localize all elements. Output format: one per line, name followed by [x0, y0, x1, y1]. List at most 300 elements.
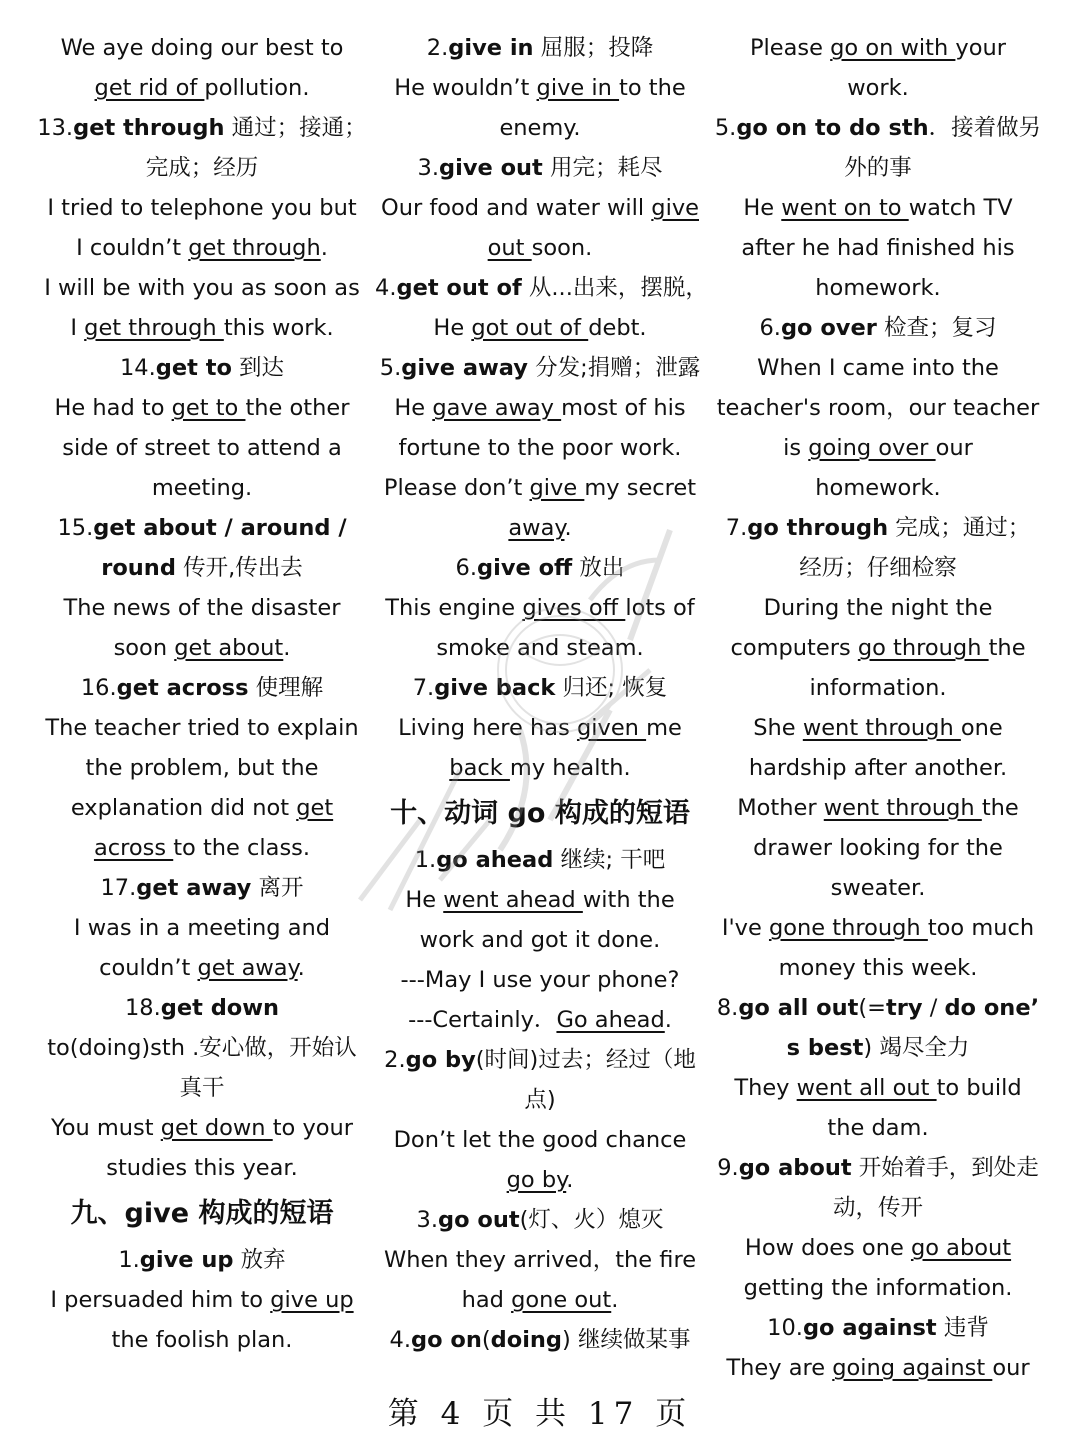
phrase-heading — [375, 1200, 705, 1240]
text-run: 九、give 构成的短语 — [70, 1198, 334, 1229]
text-run: 经历；仔细检察 — [799, 555, 957, 581]
underlined-phrase: away — [508, 515, 565, 541]
example-line — [37, 388, 367, 428]
example-line — [37, 588, 367, 628]
page-footer: 第 4 页 共 17 页 — [387, 1396, 693, 1432]
text-run: . — [564, 515, 572, 541]
phrase-term: go ahead — [436, 847, 554, 873]
text-run: He had to — [54, 395, 172, 421]
text-run: most of his — [561, 395, 686, 421]
example-line — [375, 508, 705, 548]
phrase-heading — [375, 548, 705, 588]
text-run: ---Certainly． — [408, 1007, 557, 1033]
example-line — [713, 1348, 1043, 1388]
phrase-term: go against — [802, 1315, 937, 1341]
text-run: They — [734, 1075, 797, 1101]
phrase-heading — [37, 988, 367, 1028]
underlined-phrase: get about — [174, 635, 284, 661]
example-line — [713, 1068, 1043, 1108]
text-run: enemy. — [499, 115, 581, 141]
phrase-heading — [37, 108, 367, 148]
text-run: couldn’t — [99, 955, 198, 981]
phrase-term: get away — [136, 875, 252, 901]
text-run: ) 竭尽全力 — [863, 1035, 970, 1061]
example-line — [713, 228, 1043, 268]
text-run: When they arrived，the fire — [383, 1247, 697, 1273]
example-line — [375, 628, 705, 668]
phrase-heading — [713, 508, 1043, 548]
underlined-phrase: get down — [160, 1115, 273, 1141]
text-run: I couldn’t — [76, 235, 189, 261]
example-line — [713, 588, 1043, 628]
text-run: hardship after another. — [748, 755, 1008, 781]
example-line — [37, 788, 367, 828]
phrase-heading — [713, 108, 1043, 148]
underlined-phrase: given — [576, 715, 647, 741]
example-line — [375, 428, 705, 468]
underlined-phrase: gave away — [432, 395, 562, 421]
underlined-phrase: get rid of — [94, 75, 205, 101]
phrase-term: give away — [401, 355, 528, 381]
section-heading — [375, 790, 705, 838]
text-run: He — [405, 887, 444, 913]
example-line — [375, 388, 705, 428]
example-line — [375, 108, 705, 148]
underlined-phrase: go through — [857, 635, 989, 661]
text-run: is — [783, 435, 809, 461]
example-line — [375, 1280, 705, 1320]
text-run: . — [566, 1167, 574, 1193]
text-run: meeting. — [151, 475, 253, 501]
example-line — [37, 948, 367, 988]
column-right — [713, 28, 1043, 1388]
text-run: How does one — [744, 1235, 911, 1261]
text-run: Living here has — [398, 715, 577, 741]
example-line — [713, 628, 1043, 668]
underlined-phrase: went through — [823, 795, 982, 821]
example-line — [37, 1108, 367, 1148]
text-run: . — [297, 955, 305, 981]
phrase-term: get about / around / — [93, 515, 347, 541]
text-run: 通过；接通； — [224, 115, 367, 141]
example-line — [375, 960, 705, 1000]
underlined-phrase: get through — [84, 315, 224, 341]
text-run: 10. — [767, 1315, 803, 1341]
example-line — [37, 708, 367, 748]
text-run: 5. — [714, 115, 737, 141]
example-line — [375, 1080, 705, 1120]
text-run: the — [981, 795, 1019, 821]
phrase-heading — [375, 348, 705, 388]
underlined-phrase: across — [93, 835, 174, 861]
text-run: 完成；经历 — [145, 155, 259, 181]
text-run: our — [935, 435, 973, 461]
underlined-phrase: going over — [808, 435, 936, 461]
text-run: 用完；耗尽 — [542, 155, 663, 181]
text-run: the foolish plan. — [111, 1327, 293, 1353]
text-run: I tried to telephone you but — [47, 195, 357, 221]
text-run: 1. — [118, 1247, 140, 1273]
example-line — [713, 1228, 1043, 1268]
phrase-term: go over — [780, 315, 877, 341]
text-run: 6. — [455, 555, 478, 581]
phrase-heading — [713, 1148, 1043, 1188]
example-line — [375, 708, 705, 748]
example-line — [37, 1028, 367, 1068]
text-run: 继续; 干吧 — [553, 847, 666, 873]
phrase-heading — [375, 268, 708, 308]
example-line — [37, 908, 367, 948]
text-run: lots of — [625, 595, 695, 621]
text-run: our — [992, 1355, 1030, 1381]
underlined-phrase: give up — [270, 1287, 354, 1313]
underlined-phrase: Go ahead — [556, 1007, 665, 1033]
example-line — [713, 428, 1043, 468]
example-line — [375, 1120, 705, 1160]
example-line — [37, 1148, 367, 1188]
text-run: I — [70, 315, 85, 341]
example-line — [37, 268, 367, 308]
example-line — [713, 188, 1043, 228]
example-line — [375, 468, 705, 508]
phrase-term: round — [101, 555, 176, 581]
underlined-phrase: get to — [171, 395, 246, 421]
text-run: sweater. — [830, 875, 926, 901]
example-line — [37, 1280, 367, 1320]
text-run: . — [611, 1287, 619, 1313]
phrase-heading — [37, 548, 367, 588]
text-run: 开始着手，到处走 — [851, 1155, 1039, 1181]
example-line — [37, 228, 367, 268]
example-line — [713, 908, 1043, 948]
example-line — [375, 68, 705, 108]
example-line — [713, 468, 1043, 508]
text-run: Please don’t — [383, 475, 530, 501]
text-run: 8. — [716, 995, 739, 1021]
underlined-phrase: went ahead — [443, 887, 583, 913]
phrase-term: go on to do sth — [736, 115, 929, 141]
example-line — [37, 68, 367, 108]
text-run: I persuaded him to — [50, 1287, 271, 1313]
example-line — [37, 308, 367, 348]
text-run: (时间)过去；经过（地 — [475, 1047, 696, 1073]
text-run: computers — [730, 635, 858, 661]
phrase-term: doing — [490, 1327, 563, 1353]
underlined-phrase: out — [487, 235, 532, 261]
text-run: after he had finished his — [741, 235, 1015, 261]
text-run: 离开 — [251, 875, 304, 901]
text-run: 7. — [412, 675, 435, 701]
underlined-phrase: give in — [536, 75, 620, 101]
text-run: teacher's room，our teacher — [716, 395, 1040, 421]
text-run: smoke and steam. — [436, 635, 644, 661]
phrase-heading — [713, 1028, 1043, 1068]
example-line — [375, 188, 705, 228]
underlined-phrase: gone through — [768, 915, 928, 941]
text-run: Please — [749, 35, 831, 61]
phrase-term: give back — [434, 675, 556, 701]
phrase-term: give in — [448, 35, 534, 61]
text-run: 从...出来，摆脱， — [521, 275, 708, 301]
example-line — [375, 228, 705, 268]
phrase-heading — [713, 1308, 1043, 1348]
text-run: 9. — [717, 1155, 739, 1181]
phrase-term: do one’ — [944, 995, 1040, 1021]
phrase-heading — [713, 308, 1043, 348]
example-line — [375, 1160, 705, 1200]
text-run: He wouldn’t — [394, 75, 537, 101]
text-run: We aye doing our best to — [60, 35, 344, 61]
text-run: 7. — [725, 515, 748, 541]
text-run: This engine — [385, 595, 523, 621]
phrase-heading — [375, 1040, 705, 1080]
text-run: They are — [726, 1355, 833, 1381]
phrase-term: try — [886, 995, 923, 1021]
text-run: 屈服；投降 — [533, 35, 654, 61]
phrase-term: go on — [410, 1327, 482, 1353]
underlined-phrase: going against — [832, 1355, 993, 1381]
example-line — [713, 668, 1043, 708]
text-run: 6. — [759, 315, 781, 341]
example-line — [37, 628, 367, 668]
text-run: work. — [847, 75, 909, 101]
text-run: 使理解 — [248, 675, 324, 701]
example-line — [713, 748, 1043, 788]
example-line — [713, 548, 1043, 588]
example-line — [713, 68, 1043, 108]
underlined-phrase: give — [651, 195, 699, 221]
example-line — [375, 880, 705, 920]
text-run: 外的事 — [844, 155, 912, 181]
underlined-phrase: went on to — [781, 195, 909, 221]
text-run: 动，传开 — [832, 1195, 923, 1221]
text-run: the problem, but the — [85, 755, 319, 781]
phrase-term: go all out — [738, 995, 859, 1021]
phrase-heading — [375, 840, 705, 880]
text-run: your — [955, 35, 1007, 61]
example-line — [37, 148, 367, 188]
text-run: The news of the disaster — [63, 595, 341, 621]
text-run: the — [988, 635, 1026, 661]
text-run: (灯、火）熄灭 — [519, 1207, 664, 1233]
text-run: information. — [809, 675, 947, 701]
text-run: . — [664, 1007, 672, 1033]
example-line — [375, 1240, 705, 1280]
text-run: the dam. — [827, 1115, 929, 1141]
example-line — [713, 268, 1043, 308]
underlined-phrase: give — [529, 475, 585, 501]
text-run: 14. — [119, 355, 156, 381]
text-run: He — [743, 195, 782, 221]
text-run: 13. — [37, 115, 74, 141]
text-run: When I came into the — [757, 355, 999, 381]
underlined-phrase: gives off — [522, 595, 626, 621]
text-run: the other — [245, 395, 350, 421]
text-run: soon — [113, 635, 175, 661]
text-run: money this week. — [778, 955, 978, 981]
text-run: 传开,传出去 — [175, 555, 303, 581]
underlined-phrase: got out of — [471, 315, 589, 341]
example-line — [375, 588, 705, 628]
phrase-term: get to — [155, 355, 232, 381]
text-run: 2. — [426, 35, 449, 61]
text-run: debt. — [588, 315, 647, 341]
column-middle — [375, 28, 708, 1360]
text-run: homework. — [815, 275, 941, 301]
phrase-heading — [713, 988, 1043, 1028]
text-run: 检查；复习 — [876, 315, 997, 341]
text-run: 十、动词 go 构成的短语 — [390, 798, 690, 829]
text-run: During the night the — [763, 595, 993, 621]
phrase-term: go about — [738, 1155, 852, 1181]
phrase-term: give out — [439, 155, 543, 181]
text-run: 1. — [414, 847, 437, 873]
underlined-phrase: go on with — [830, 35, 956, 61]
example-line — [375, 920, 705, 960]
text-run: ．接着做另 — [928, 115, 1042, 141]
example-line — [37, 748, 367, 788]
text-run: soon. — [531, 235, 593, 261]
text-run: 放出 — [572, 555, 625, 581]
phrase-heading — [37, 508, 367, 548]
underlined-phrase: go about — [910, 1235, 1012, 1261]
text-run: with the — [582, 887, 675, 913]
example-line — [713, 348, 1043, 388]
phrase-heading — [37, 348, 367, 388]
text-run: 放弃 — [233, 1247, 286, 1273]
example-line — [375, 308, 705, 348]
text-run: 违背 — [936, 1315, 989, 1341]
text-run: my secret — [584, 475, 697, 501]
example-line — [37, 828, 367, 868]
example-line — [375, 748, 705, 788]
text-run: 15. — [57, 515, 94, 541]
text-run: Don’t let the good chance — [393, 1127, 687, 1153]
text-run: me — [646, 715, 682, 741]
phrase-term: get down — [160, 995, 280, 1021]
text-run: I will be with you as soon as — [44, 275, 360, 301]
phrase-term: go by — [405, 1047, 476, 1073]
text-run: to the class. — [173, 835, 311, 861]
text-run: 归还; 恢复 — [555, 675, 668, 701]
phrase-heading — [37, 1240, 367, 1280]
text-run: pollution. — [204, 75, 310, 101]
text-run: work and got it done. — [419, 927, 661, 953]
example-line — [713, 148, 1043, 188]
text-run: one — [960, 715, 1003, 741]
underlined-phrase: get away — [197, 955, 298, 981]
text-run: to your — [272, 1115, 354, 1141]
text-run: ( — [481, 1327, 491, 1353]
underlined-phrase: went all out — [796, 1075, 937, 1101]
text-run: (= — [858, 995, 887, 1021]
text-run: studies this year. — [106, 1155, 298, 1181]
text-run: getting the information. — [743, 1275, 1013, 1301]
text-run: drawer looking for the — [753, 835, 1003, 861]
text-run: 完成；通过； — [888, 515, 1031, 541]
text-run: to build — [936, 1075, 1022, 1101]
phrase-heading — [375, 1320, 705, 1360]
text-run: had — [461, 1287, 512, 1313]
example-line — [713, 1188, 1043, 1228]
phrase-term: go out — [438, 1207, 520, 1233]
underlined-phrase: get through — [188, 235, 321, 261]
text-run: I was in a meeting and — [73, 915, 331, 941]
text-run: to the — [619, 75, 686, 101]
phrase-heading — [375, 668, 705, 708]
text-run: 5. — [379, 355, 402, 381]
text-run: The teacher tried to explain — [45, 715, 359, 741]
text-run: side of street to attend a — [62, 435, 342, 461]
text-run: fortune to the poor work. — [398, 435, 682, 461]
underlined-phrase: gone out — [511, 1287, 612, 1313]
text-run: 2. — [384, 1047, 406, 1073]
text-run: 3. — [417, 155, 439, 181]
text-run: too much — [927, 915, 1035, 941]
text-run: / — [922, 995, 945, 1021]
text-run: She — [753, 715, 803, 741]
example-line — [37, 1068, 367, 1108]
underlined-phrase: go by — [506, 1167, 567, 1193]
text-run: 4. — [389, 1327, 411, 1353]
underlined-phrase: went through — [802, 715, 961, 741]
text-run: ---May I use your phone? — [400, 967, 680, 993]
example-line — [375, 1000, 705, 1040]
phrase-term: give off — [477, 555, 573, 581]
example-line — [37, 468, 367, 508]
text-run: 16. — [80, 675, 117, 701]
text-run: ) 继续做某事 — [562, 1327, 691, 1353]
phrase-term: give up — [139, 1247, 234, 1273]
phrase-heading — [37, 868, 367, 908]
text-run: my health. — [509, 755, 631, 781]
example-line — [37, 428, 367, 468]
phrase-term: go through — [747, 515, 889, 541]
text-run: to(doing)sth .安心做，开始认 — [47, 1035, 357, 1061]
example-line — [713, 828, 1043, 868]
text-run: . — [320, 235, 328, 261]
phrase-heading — [375, 28, 705, 68]
underlined-phrase: back — [449, 755, 510, 781]
example-line — [713, 1268, 1043, 1308]
text-run: explanation did not — [70, 795, 297, 821]
section-heading — [37, 1190, 367, 1238]
text-run: You must — [50, 1115, 161, 1141]
example-line — [713, 1108, 1043, 1148]
phrase-heading — [37, 668, 367, 708]
phrase-term: get out of — [396, 275, 522, 301]
text-run: 真干 — [179, 1075, 225, 1101]
text-run: He — [394, 395, 433, 421]
column-left — [37, 28, 367, 1360]
text-run: 到达 — [231, 355, 285, 381]
example-line — [713, 28, 1043, 68]
underlined-phrase: get — [296, 795, 334, 821]
phrase-term: s best — [786, 1035, 864, 1061]
example-line — [713, 948, 1043, 988]
phrase-term: get across — [116, 675, 249, 701]
text-run: 4. — [375, 275, 397, 301]
text-run: Mother — [737, 795, 824, 821]
example-line — [713, 708, 1043, 748]
text-run: 3. — [416, 1207, 439, 1233]
phrase-heading — [375, 148, 705, 188]
example-line — [713, 788, 1043, 828]
example-line — [713, 388, 1043, 428]
example-line — [37, 1320, 367, 1360]
text-run: homework. — [815, 475, 941, 501]
text-run: 18. — [124, 995, 161, 1021]
